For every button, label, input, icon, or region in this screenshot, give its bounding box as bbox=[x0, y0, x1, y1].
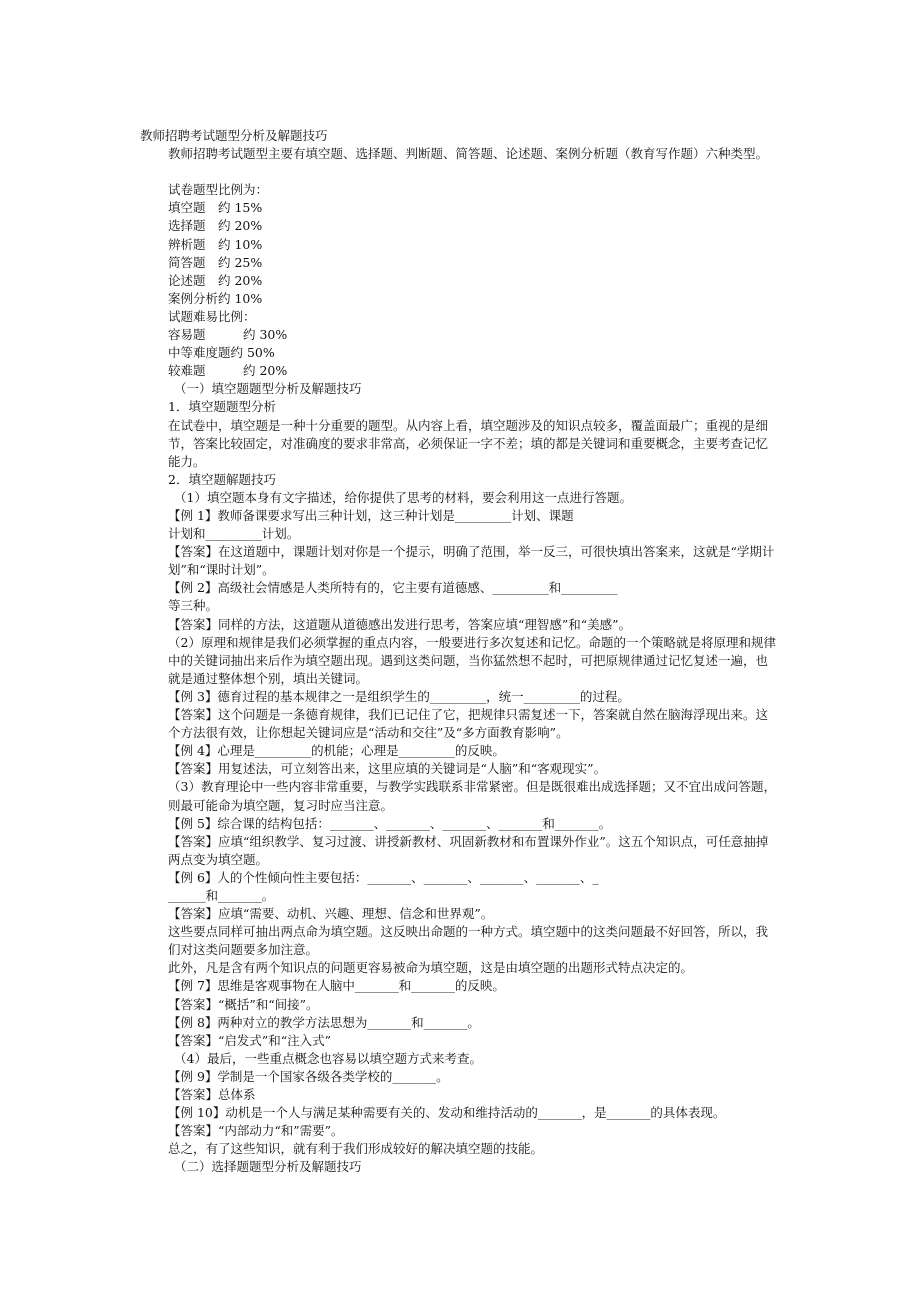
paragraph-line: 总之，有了这些知识，就有利于我们形成较好的解决填空题的技能。 bbox=[168, 1141, 544, 1157]
paragraph-line: 2．填空题解题技巧 bbox=[168, 471, 276, 487]
paragraph-line: （二）选择题题型分析及解题技巧 bbox=[174, 1159, 362, 1175]
paragraph-line: （2）原理和规律是我们必须掌握的重点内容，一般要进行多次复述和记忆。命题的一个策略就是将原理和规律中的关键词抽出来后作为填空题出现。遇到这类问题，当你猛然想不起时，可把原规律通过记忆复述一遍，也就是通过整体想个别，填出关键词。 bbox=[168, 634, 776, 686]
paragraph-line: 【答案】用复述法，可立刻答出来，这里应填的关键词是“人脑”和“客观现实”。 bbox=[168, 761, 607, 777]
paragraph-line: 【例 2】高级社会情感是人类所特有的，它主要有道德感、_________和_________ bbox=[168, 580, 618, 596]
paragraph-line: 辨析题 约 10% bbox=[168, 236, 263, 252]
paragraph-line: 在试卷中，填空题是一种十分重要的题型。从内容上看，填空题涉及的知识点较多，覆盖面最广；重视的是细节，答案比较固定，对准确度的要求非常高，必须保证一字不差；填的都是关键词和重要概念，主要考查记忆能力。 bbox=[168, 417, 769, 469]
paragraph-line: 教师招聘考试题型主要有填空题、选择题、判断题、简答题、论述题、案例分析题（教育写作题）六种类型。 bbox=[168, 146, 769, 162]
paragraph-line: 容易题 约 30% bbox=[168, 327, 288, 343]
paragraph-line: 较难题 约 20% bbox=[168, 363, 288, 379]
paragraph-line: 试题难易比例： bbox=[168, 308, 256, 324]
paragraph-line: 【例 3】德育过程的基本规律之一是组织学生的_________，统一_________的过程。 bbox=[168, 688, 630, 704]
paragraph-line: 【例 7】思维是客观事物在人脑中_______和_______的反映。 bbox=[168, 978, 505, 994]
paragraph-line: 填空题 约 15% bbox=[168, 200, 263, 216]
paragraph-line: 【答案】应填“需要、动机、兴趣、理想、信念和世界观”。 bbox=[168, 906, 494, 922]
paragraph-line: 等三种。 bbox=[168, 598, 219, 614]
paragraph-line: 中等难度题约 50% bbox=[168, 345, 275, 361]
paragraph-line: 【答案】总体系 bbox=[168, 1087, 256, 1102]
paragraph-line: 【答案】同样的方法，这道题从道德感出发进行思考，答案应填“理智感”和“美感”。 bbox=[168, 616, 632, 632]
paragraph-line: 【例 9】学制是一个国家各级各类学校的_______。 bbox=[168, 1068, 449, 1084]
paragraph-line: 【例 4】心理是_________的机能；心理是_________的反映。 bbox=[168, 743, 505, 759]
paragraph-line: （4）最后，一些重点概念也容易以填空题方式来考查。 bbox=[174, 1050, 482, 1066]
paragraph-line: 【答案】“内部动力“和”需要”。 bbox=[168, 1123, 344, 1139]
paragraph-line: 【例 8】两种对立的教学方法思想为_______和_______。 bbox=[168, 1014, 480, 1030]
paragraph-line: 【答案】应填“组织教学、复习过渡、讲授新教材、巩固新教材和布置课外作业”。这五个知识点，可任意抽掉两点变为填空题。 bbox=[168, 833, 769, 867]
paragraph-line: 这些要点同样可抽出两点命为填空题。这反映出命题的一种方式。填空题中的这类问题最不好回答，所以，我们对这类问题要多加注意。 bbox=[168, 924, 769, 958]
paragraph-line: 计划和_________计划。 bbox=[168, 526, 300, 542]
paragraph-line: ______和_______。 bbox=[168, 887, 275, 903]
paragraph-line: （一）填空题题型分析及解题技巧 bbox=[174, 381, 362, 397]
document-body bbox=[140, 127, 780, 1176]
paragraph-line: 论述题 约 20% bbox=[168, 272, 263, 288]
paragraph-line: 此外，凡是含有两个知识点的问题更容易被命为填空题，这是由填空题的出题形式特点决定的。 bbox=[168, 960, 694, 976]
paragraph-line: 【例 6】人的个性倾向性主要包括：_______、_______、_______、_______、_ bbox=[168, 869, 599, 885]
paragraph-line: 简答题 约 25% bbox=[168, 254, 263, 270]
paragraph-line: （3）教育理论中一些内容非常重要，与教学实践联系非常紧密。但是既很难出成选择题；又不宜出成问答题，则最可能命为填空题，复习时应当注意。 bbox=[168, 779, 776, 813]
document-title: 教师招聘考试题型分析及解题技巧 bbox=[140, 128, 328, 143]
paragraph-line: 1．填空题题型分析 bbox=[168, 399, 276, 415]
paragraph-line: （1）填空题本身有文字描述，给你提供了思考的材料，要会利用这一点进行答题。 bbox=[174, 489, 632, 505]
paragraph-line: 案例分析约 10% bbox=[168, 290, 263, 306]
paragraph-line: 【答案】“启发式”和“注入式” bbox=[168, 1032, 332, 1048]
paragraph-line: 选择题 约 20% bbox=[168, 218, 263, 234]
paragraph-line: 【例 1】教师备课要求写出三种计划，这三种计划是_________计划、课题 bbox=[168, 507, 574, 523]
paragraph-line: 【答案】“概括”和“间接”。 bbox=[168, 996, 319, 1012]
paragraph-line: 【例 5】综合课的结构包括：_______、_______、_______、_______和_______。 bbox=[168, 815, 612, 831]
paragraph-line: 【答案】在这道题中，课题计划对你是一个提示，明确了范围，举一反三，可很快填出答案来，这就是“学期计划”和“课时计划”。 bbox=[168, 544, 775, 578]
paragraph-line: 【答案】这个问题是一条德育规律，我们已记住了它，把规律只需复述一下，答案就自然在脑海浮现出来。这个方法很有效，让你想起关键词应是“活动和交往”及“多方面教育影响”。 bbox=[168, 707, 769, 741]
paragraph-line: 【例 10】动机是一个人与满足某种需要有关的、发动和维持活动的_______，是_______的具体表现。 bbox=[168, 1105, 726, 1121]
paragraph-line: 试卷题型比例为： bbox=[168, 182, 269, 198]
